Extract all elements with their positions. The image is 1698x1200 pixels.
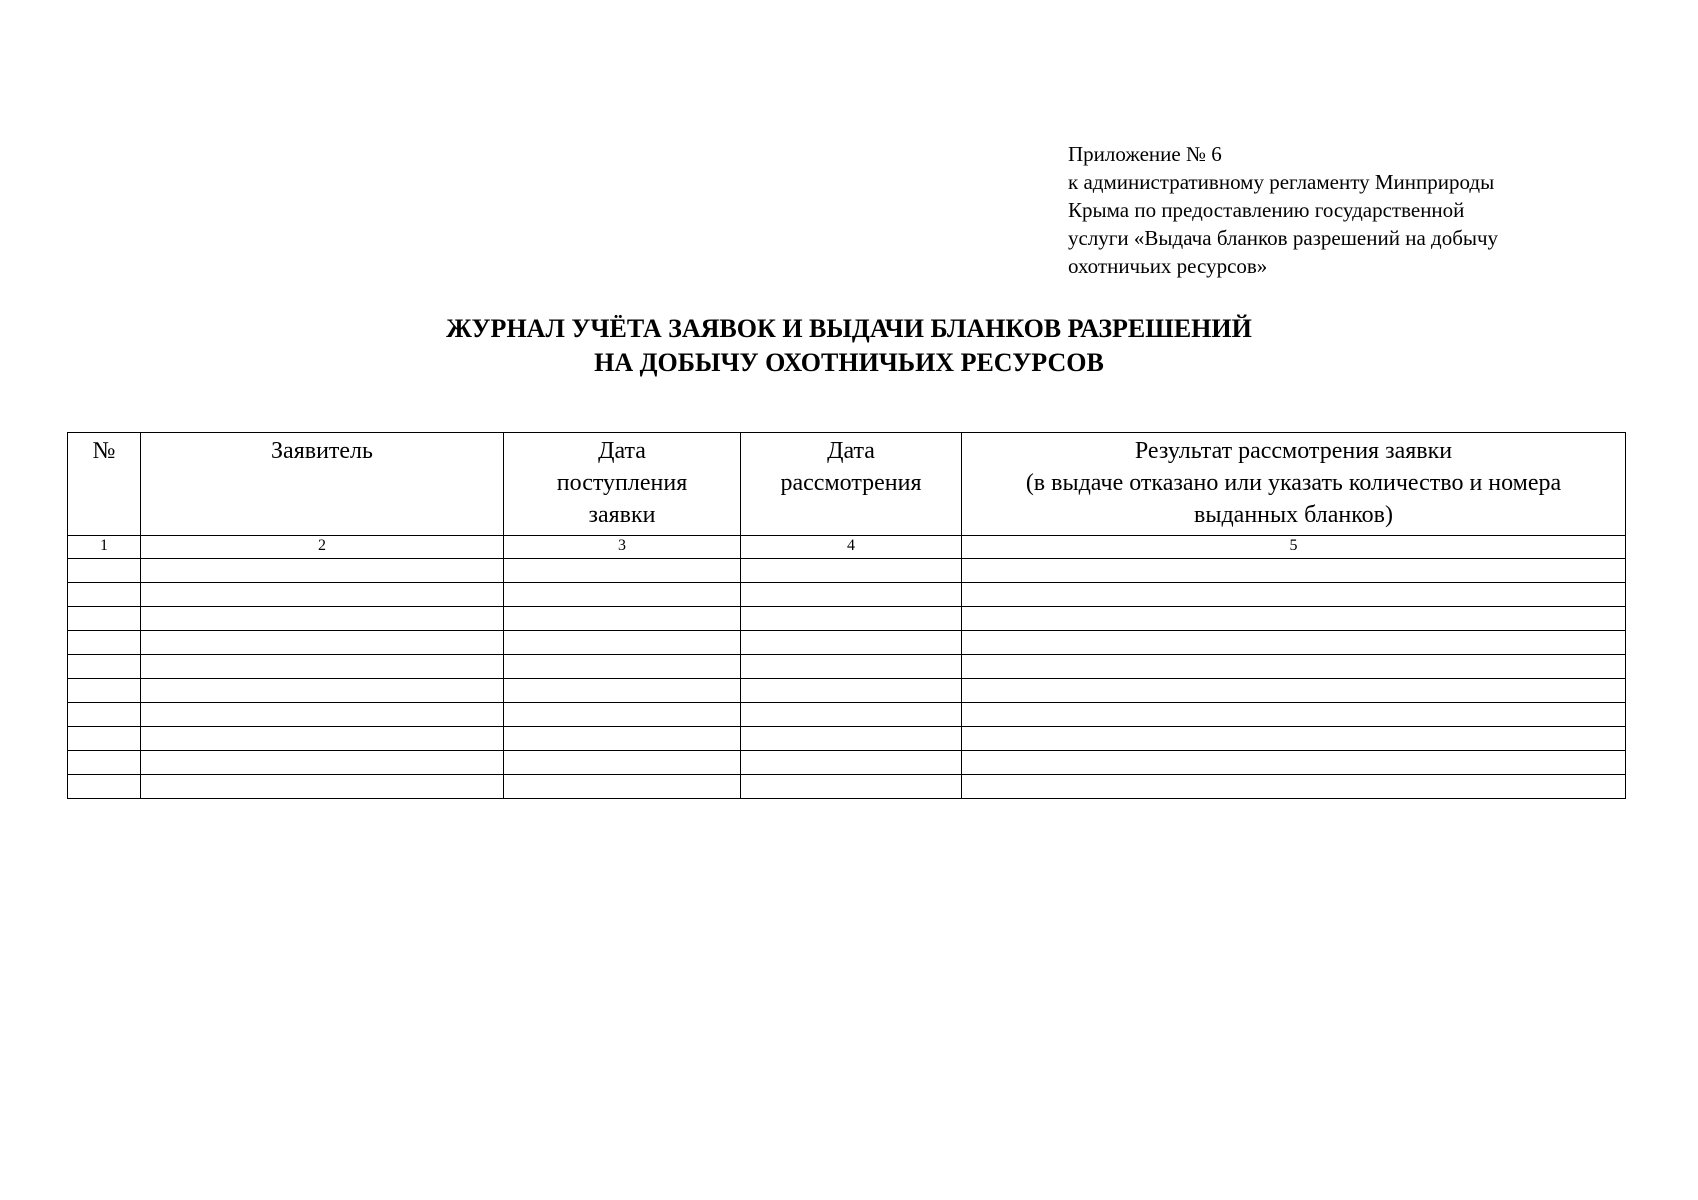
table-cell bbox=[504, 559, 741, 583]
table-cell bbox=[68, 775, 141, 799]
table-cell bbox=[741, 775, 962, 799]
table-cell bbox=[741, 727, 962, 751]
table-cell bbox=[68, 583, 141, 607]
table-cell bbox=[141, 703, 504, 727]
header-applicant bbox=[141, 433, 504, 536]
table-cell bbox=[962, 607, 1626, 631]
header-line: Результат рассмотрения заявки bbox=[1134, 438, 1453, 464]
header-line: (в выдаче отказано или указать количество и номера bbox=[1025, 470, 1562, 496]
table-row bbox=[68, 655, 1626, 679]
table-row bbox=[68, 559, 1626, 583]
table-cell bbox=[504, 679, 741, 703]
header-line: заявки bbox=[588, 502, 656, 528]
table-cell bbox=[141, 679, 504, 703]
table-cell bbox=[962, 703, 1626, 727]
table-row bbox=[68, 631, 1626, 655]
table-cell bbox=[741, 679, 962, 703]
header-line: выданных бланков) bbox=[1194, 502, 1393, 528]
table-row bbox=[68, 583, 1626, 607]
header-line: рассмотрения bbox=[780, 470, 922, 496]
table-row bbox=[68, 703, 1626, 727]
table-cell bbox=[68, 727, 141, 751]
document-title bbox=[200, 312, 1498, 380]
appendix-line: охотничьих ресурсов» bbox=[1068, 254, 1268, 278]
table-cell bbox=[141, 727, 504, 751]
table-cell bbox=[962, 655, 1626, 679]
table-cell bbox=[68, 559, 141, 583]
appendix-line: Приложение № 6 bbox=[1068, 142, 1222, 166]
table-cell bbox=[962, 751, 1626, 775]
table-cell bbox=[741, 631, 962, 655]
table-cell bbox=[141, 631, 504, 655]
table-cell bbox=[68, 679, 141, 703]
column-number: 4 bbox=[741, 536, 962, 559]
table-cell bbox=[962, 679, 1626, 703]
title-line-1: ЖУРНАЛ УЧЁТА ЗАЯВОК И ВЫДАЧИ БЛАНКОВ РАЗРЕШЕНИЙ bbox=[446, 314, 1252, 343]
table-cell bbox=[68, 607, 141, 631]
table-cell bbox=[504, 775, 741, 799]
table-cell bbox=[504, 727, 741, 751]
header-line: № bbox=[92, 438, 116, 464]
table-row bbox=[68, 607, 1626, 631]
journal-table bbox=[67, 432, 1626, 799]
header-result bbox=[962, 433, 1626, 536]
header-line: Дата bbox=[598, 438, 646, 464]
table-row bbox=[68, 679, 1626, 703]
table-cell bbox=[504, 607, 741, 631]
table-row bbox=[68, 751, 1626, 775]
table-cell bbox=[504, 583, 741, 607]
header-line: Заявитель bbox=[271, 438, 373, 464]
appendix-line: услуги «Выдача бланков разрешений на добычу bbox=[1068, 226, 1499, 250]
table-cell bbox=[962, 727, 1626, 751]
column-number: 1 bbox=[68, 536, 141, 559]
column-number: 3 bbox=[504, 536, 741, 559]
column-number: 2 bbox=[141, 536, 504, 559]
table-cell bbox=[141, 583, 504, 607]
header-row bbox=[68, 433, 1626, 536]
table-cell bbox=[741, 655, 962, 679]
appendix-note bbox=[1068, 140, 1628, 280]
title-line-2: НА ДОБЫЧУ ОХОТНИЧЬИХ РЕСУРСОВ bbox=[594, 348, 1104, 377]
table-row bbox=[68, 727, 1626, 751]
table-cell bbox=[741, 607, 962, 631]
table-cell bbox=[962, 583, 1626, 607]
column-number-row bbox=[68, 536, 1626, 559]
table-row bbox=[68, 775, 1626, 799]
table-cell bbox=[504, 751, 741, 775]
table-cell bbox=[141, 607, 504, 631]
table-cell bbox=[68, 631, 141, 655]
column-number: 5 bbox=[962, 536, 1626, 559]
table-cell bbox=[504, 631, 741, 655]
table-cell bbox=[741, 583, 962, 607]
table-cell bbox=[962, 559, 1626, 583]
table-cell bbox=[68, 751, 141, 775]
table-cell bbox=[504, 655, 741, 679]
header-receipt-date bbox=[504, 433, 741, 536]
table-cell bbox=[68, 655, 141, 679]
table-cell bbox=[741, 751, 962, 775]
appendix-line: Крыма по предоставлению государственной bbox=[1068, 198, 1465, 222]
header-line: поступления bbox=[556, 470, 688, 496]
table-cell bbox=[141, 751, 504, 775]
table-cell bbox=[141, 559, 504, 583]
table-cell bbox=[962, 775, 1626, 799]
appendix-line: к административному регламенту Минприроды bbox=[1068, 170, 1495, 194]
table-cell bbox=[504, 703, 741, 727]
table-cell bbox=[141, 775, 504, 799]
table-cell bbox=[962, 631, 1626, 655]
table-cell bbox=[741, 559, 962, 583]
table-cell bbox=[141, 655, 504, 679]
table-cell bbox=[68, 703, 141, 727]
table-cell bbox=[741, 703, 962, 727]
header-review-date bbox=[741, 433, 962, 536]
header-number bbox=[68, 433, 141, 536]
header-line: Дата bbox=[827, 438, 875, 464]
